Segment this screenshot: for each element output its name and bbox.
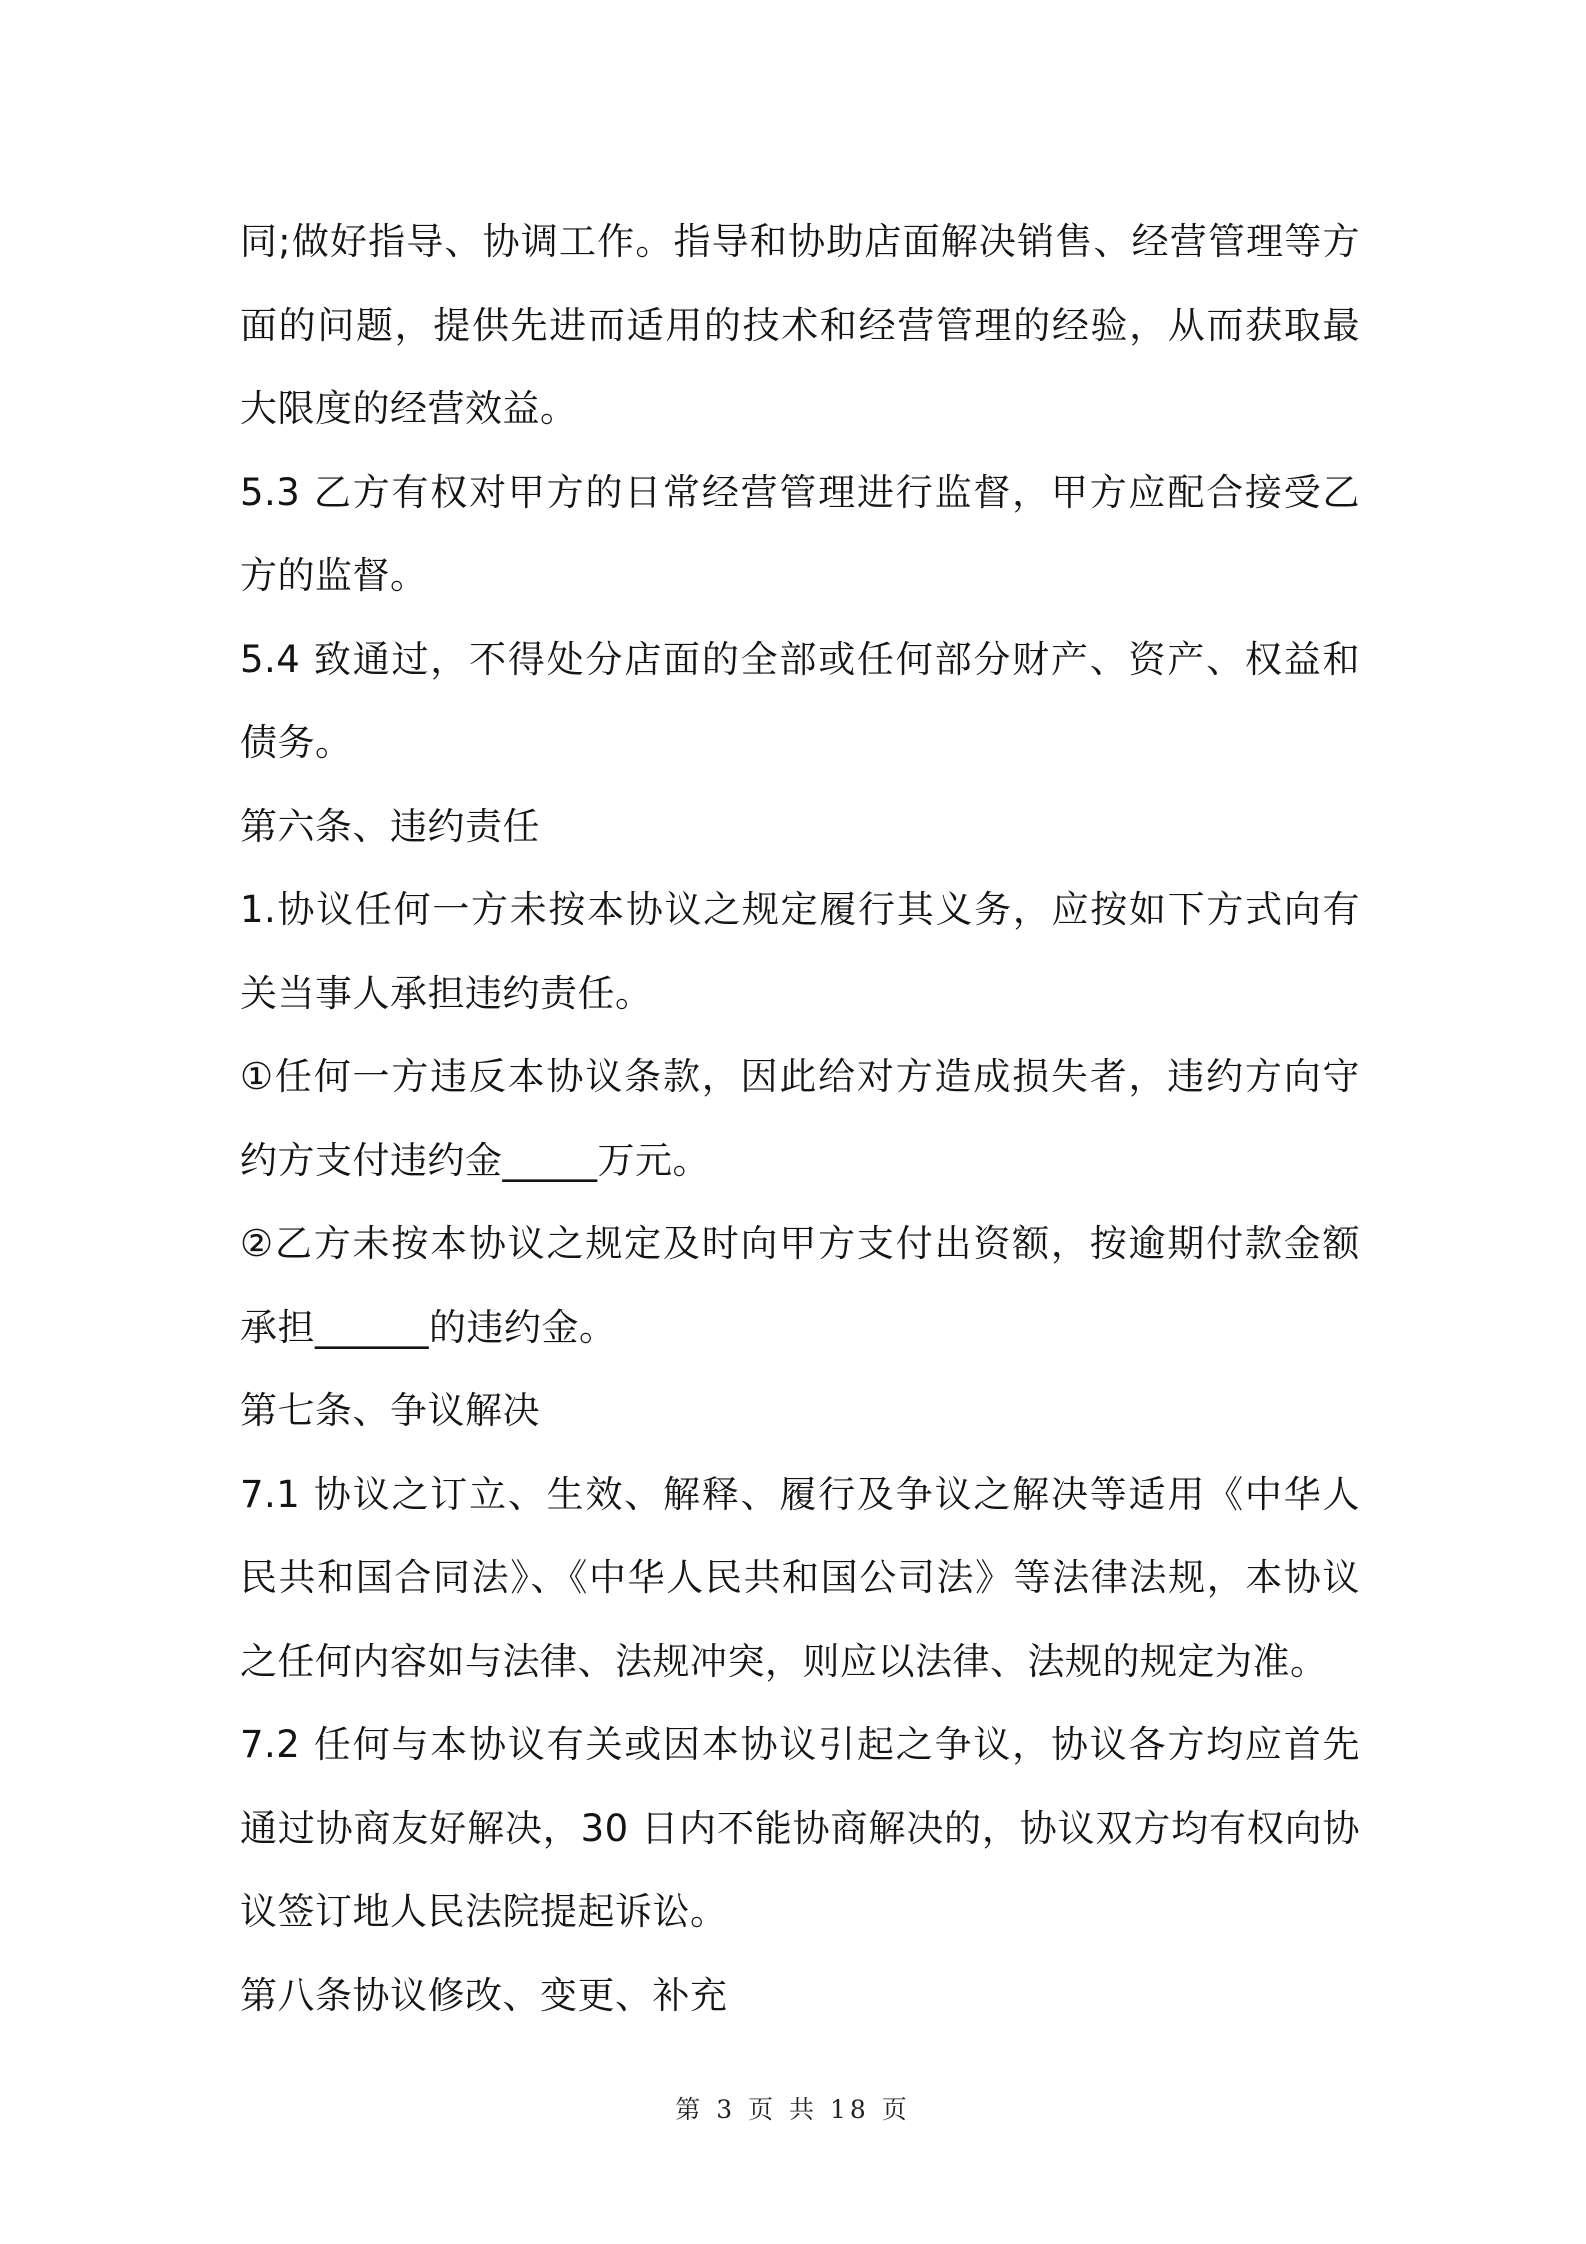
clause-6-1-item-2: ②乙方未按本协议之规定及时向甲方支付出资额，按逾期付款金额承担______的违约金。: [240, 1222, 1360, 1349]
section-heading-article-6: 第六条、违约责任: [240, 804, 540, 848]
clause-7-1: 7.1 协议之订立、生效、解释、履行及争议之解决等适用《中华人民共和国合同法》、《中华人民共和国公司法》等法律法规，本协议之任何内容如与法律、法规冲突，则应以法律、法规的规定为准。: [240, 1472, 1360, 1683]
section-heading-article-8: 第八条协议修改、变更、补充: [240, 1973, 728, 2017]
clause-6-1: 1.协议任何一方未按本协议之规定履行其义务，应按如下方式向有关当事人承担违约责任。: [240, 888, 1360, 1015]
clause-5-4: 5.4 致通过，不得处分店面的全部或任何部分财产、资产、权益和债务。: [240, 637, 1360, 764]
page-number-footer: 第 3 页 共 18 页: [675, 2095, 911, 2124]
clause-5-3: 5.3 乙方有权对甲方的日常经营管理进行监督，甲方应配合接受乙方的监督。: [240, 470, 1360, 597]
document-body: [240, 200, 1360, 2037]
clause-7-2: 7.2 任何与本协议有关或因本协议引起之争议，协议各方均应首先通过协商友好解决，30 日内不能协商解决的，协议双方均有权向协议签订地人民法院提起诉讼。: [240, 1723, 1360, 1933]
section-heading-article-7: 第七条、争议解决: [240, 1389, 540, 1432]
paragraph-continuation: 同;做好指导、协调工作。指导和协助店面解决销售、经营管理等方面的问题，提供先进而适用的技术和经营管理的经验，从而获取最大限度的经营效益。: [240, 220, 1360, 430]
clause-6-1-item-1: ①任何一方违反本协议条款，因此给对方造成损失者，违约方向守约方支付违约金_____万元。: [240, 1055, 1360, 1182]
